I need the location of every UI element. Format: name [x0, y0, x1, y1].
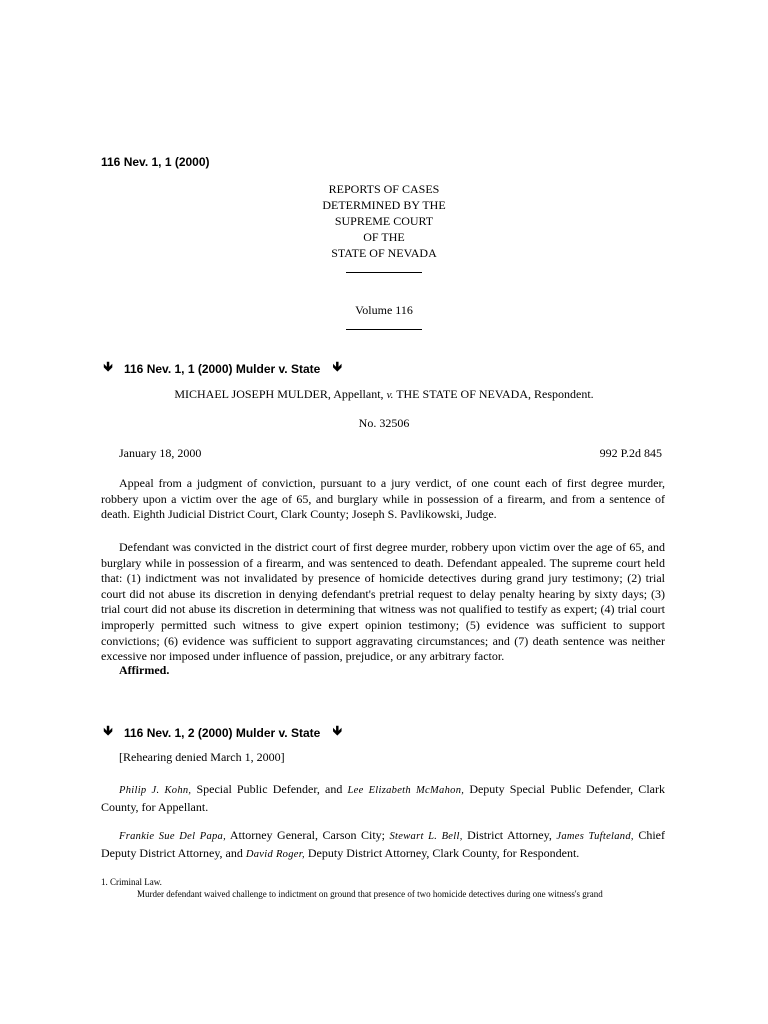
appellant-name: MICHAEL JOSEPH MULDER, Appellant,	[174, 387, 384, 401]
down-arrow-icon[interactable]: 🡻	[103, 724, 113, 739]
title-rule-divider	[346, 262, 422, 273]
attorney-role: Attorney General, Carson City;	[226, 828, 390, 842]
respondent-counsel	[101, 827, 665, 863]
down-arrow-icon[interactable]: 🡻	[332, 360, 342, 375]
attorney-name: Philip J. Kohn,	[119, 785, 192, 796]
attorney-name: Frankie Sue Del Papa,	[119, 831, 227, 842]
reporter-citation: 992 P.2d 845	[599, 446, 662, 460]
case-heading-1	[101, 358, 344, 380]
attorney-role: Deputy District Attorney, Clark County, for Respondent.	[304, 846, 580, 860]
title-line: OF THE	[363, 230, 405, 244]
attorney-name: Lee Elizabeth McMahon,	[347, 785, 465, 796]
case-heading-2	[101, 722, 344, 744]
respondent-name: THE STATE OF NEVADA, Respondent.	[396, 387, 594, 401]
title-line: DETERMINED BY THE	[322, 198, 446, 212]
attorney-role: District Attorney,	[462, 828, 557, 842]
page-citation: 116 Nev. 1, 1 (2000)	[101, 155, 210, 169]
headnote-title: 1. Criminal Law.	[101, 877, 162, 887]
attorney-name: David Roger,	[245, 849, 305, 860]
case-parties	[0, 387, 768, 402]
title-line: STATE OF NEVADA	[331, 246, 437, 260]
case-heading-text: 116 Nev. 1, 2 (2000) Mulder v. State	[124, 726, 321, 740]
decision-dateline	[119, 446, 662, 461]
headnote-text: Murder defendant waived challenge to indictment on ground that presence of two homicide detectives during one witness's grand	[137, 889, 603, 899]
appeal-paragraph: Appeal from a judgment of conviction, pursuant to a jury verdict, of one count each of first degree murder, robbery upon a victim over the age of 65, and burglary while in possession of a firearm, and from a sentence of death. Eighth Judicial District Court, Clark County; Joseph S. Pavlikowski, Judge.	[101, 476, 665, 522]
case-heading-text: 116 Nev. 1, 1 (2000) Mulder v. State	[124, 362, 321, 376]
title-line: SUPREME COURT	[334, 214, 434, 228]
summary-paragraph: Defendant was convicted in the district court of first degree murder, robbery upon victim over the age of 65, and burglary while in possession of a firearm, and was sentenced to death. Defendant appealed. The supreme court held that: (1) indictment was not invalidated by presence of homicide detectives during grand jury testimony; (2) trial court did not abuse its discretion in denying defendant's pretrial request to delay penalty hearing by sixty days; (3) trial court did not abuse its discretion in determining that witness was not qualified to testify as expert; (4) trial court improperly permitted such witness to give expert opinion testimony; (5) evidence was sufficient to support convictions; (6) evidence was sufficient to support aggravating circumstances; and (7) death sentence was neither excessive nor imposed under influence of passion, prejudice, or any arbitrary factor.	[101, 540, 665, 664]
volume-block	[0, 302, 768, 334]
title-line: REPORTS OF CASES	[328, 182, 440, 196]
reporter-title-block	[0, 181, 768, 277]
down-arrow-icon[interactable]: 🡻	[103, 360, 113, 375]
attorney-role: Deputy Special Public Defender, Clark County, for Appellant.	[101, 782, 665, 814]
appellant-counsel	[101, 781, 665, 815]
versus-label: v.	[386, 389, 394, 401]
attorney-name: Stewart L. Bell,	[389, 831, 463, 842]
attorney-role: Chief Deputy District Attorney, and	[101, 828, 665, 860]
attorney-name: James Tufteland,	[556, 831, 634, 842]
decision-date: January 18, 2000	[119, 446, 202, 460]
volume-label: Volume 116	[355, 303, 413, 317]
down-arrow-icon[interactable]: 🡻	[332, 724, 342, 739]
rehearing-note: [Rehearing denied March 1, 2000]	[119, 750, 285, 764]
volume-rule-divider	[346, 319, 422, 330]
disposition-label: Affirmed.	[119, 663, 170, 677]
attorney-role: Special Public Defender, and	[191, 782, 348, 796]
docket-number: No. 32506	[358, 416, 410, 430]
